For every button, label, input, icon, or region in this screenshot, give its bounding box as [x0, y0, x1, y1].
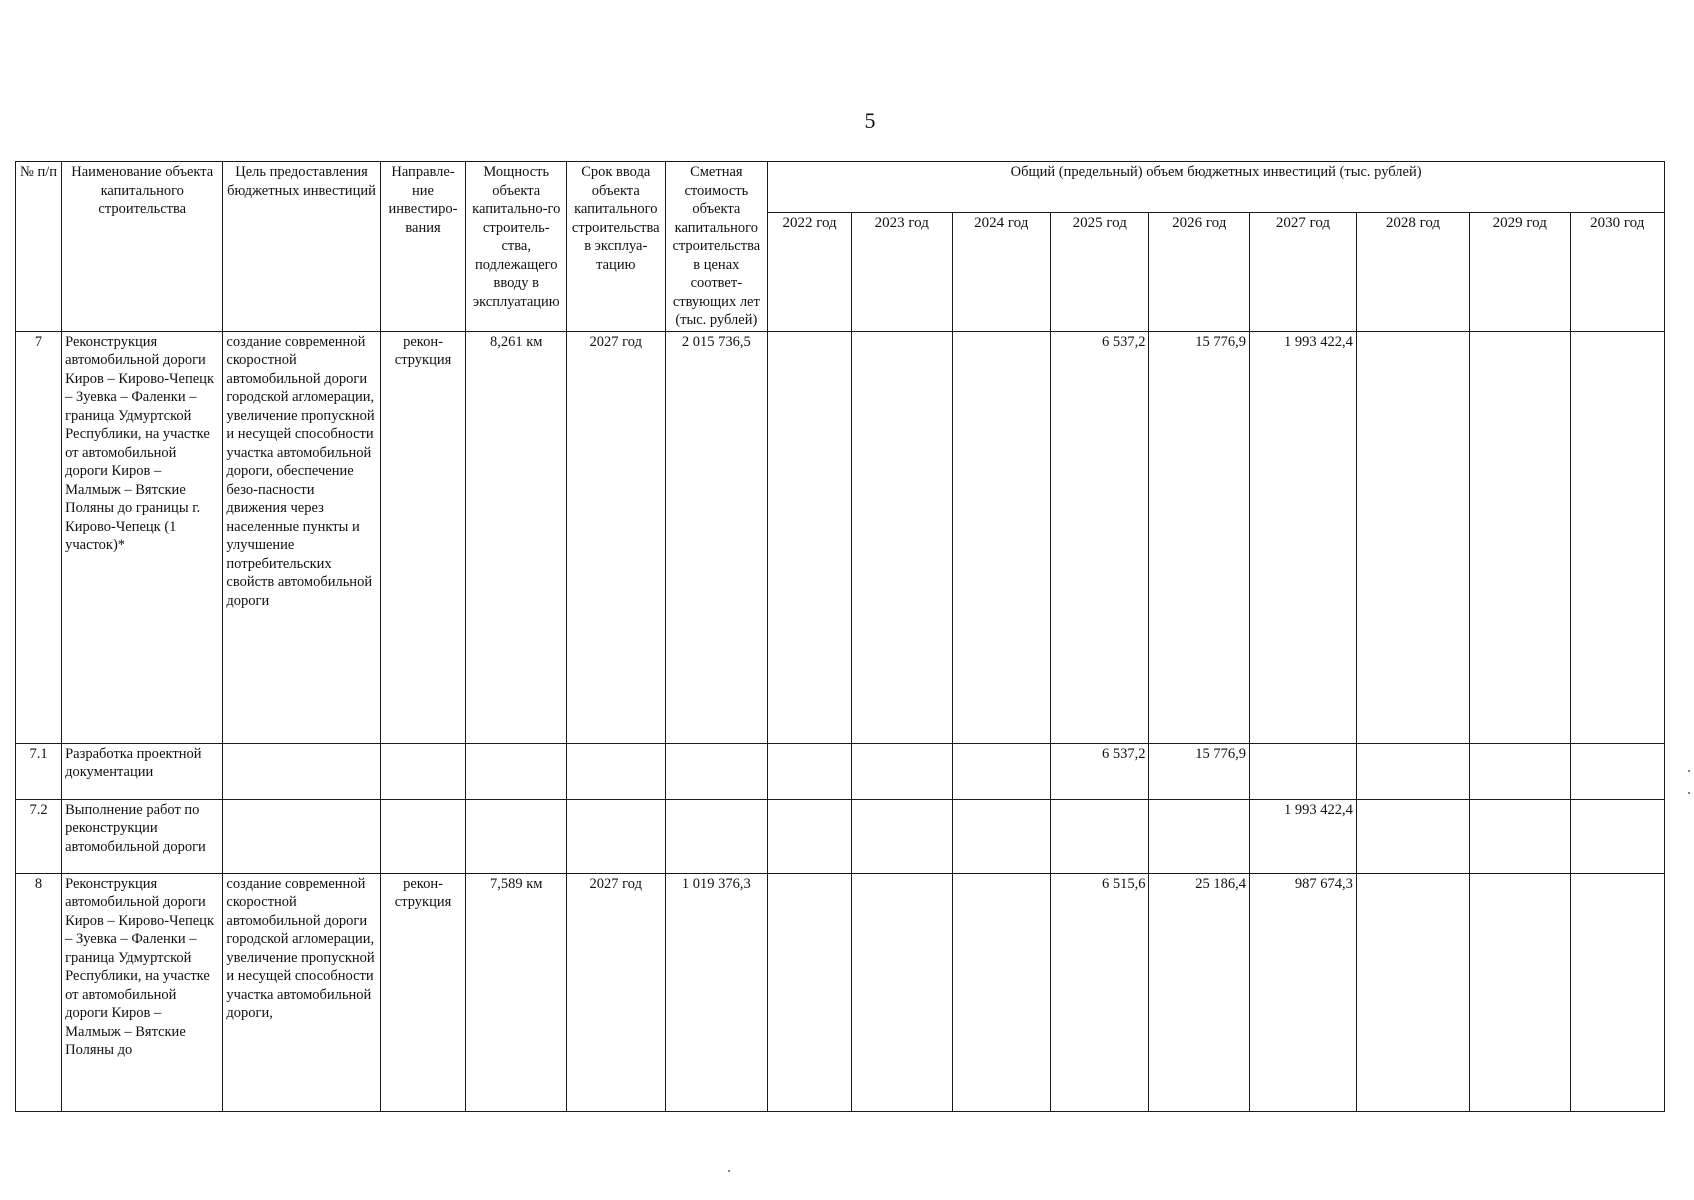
year-header: 2028 год: [1356, 213, 1469, 331]
cell-year: [952, 799, 1050, 873]
table-row: [16, 799, 1665, 873]
cell-num: 7.2: [16, 799, 62, 873]
cell-year: [1356, 331, 1469, 743]
cell-year: 15 776,9: [1149, 331, 1250, 743]
cell-year: [1470, 743, 1571, 799]
cell-year: [1356, 799, 1469, 873]
cell-year: [952, 873, 1050, 1111]
cell-capacity: 7,589 км: [466, 873, 567, 1111]
cell-year: [1356, 873, 1469, 1111]
cell-direction: рекон-струкция: [380, 873, 466, 1111]
cell-name: Разработка проектной документации: [62, 743, 223, 799]
cell-term: [567, 799, 665, 873]
col-header-direction: Направле-ние инвестиро-вания: [380, 162, 466, 332]
cell-cost: 1 019 376,3: [665, 873, 768, 1111]
cell-term: 2027 год: [567, 331, 665, 743]
cell-capacity: [466, 743, 567, 799]
cell-term: [567, 743, 665, 799]
cell-year: [952, 331, 1050, 743]
cell-num: 8: [16, 873, 62, 1111]
cell-year: [1149, 799, 1250, 873]
table-row: [16, 873, 1665, 1111]
cell-direction: рекон-струкция: [380, 331, 466, 743]
cell-year: [851, 799, 952, 873]
cell-year: 1 993 422,4: [1250, 331, 1357, 743]
cell-cost: 2 015 736,5: [665, 331, 768, 743]
cell-year: [952, 743, 1050, 799]
cell-year: [768, 331, 852, 743]
year-header: 2027 год: [1250, 213, 1357, 331]
table-row: [16, 743, 1665, 799]
cell-capacity: [466, 799, 567, 873]
year-header: 2024 год: [952, 213, 1050, 331]
cell-year: 6 537,2: [1050, 743, 1148, 799]
cell-year: [1470, 799, 1571, 873]
cell-year: 15 776,9: [1149, 743, 1250, 799]
cell-year: 6 515,6: [1050, 873, 1148, 1111]
cell-year: [851, 331, 952, 743]
cell-year: [1356, 743, 1469, 799]
cell-year: [1250, 743, 1357, 799]
cell-name: Реконструкция автомобильной дороги Киров – Кирово-Чепецк – Зуевка – Фаленки – граница Удмуртской Республики, на участке от автомобильной дороги Киров – Малмыж – Вятские Поляны до: [62, 873, 223, 1111]
cell-goal: [223, 799, 380, 873]
cell-year: [1570, 873, 1664, 1111]
year-header: 2029 год: [1470, 213, 1571, 331]
cell-year: [1050, 799, 1148, 873]
col-header-total-investment: Общий (предельный) объем бюджетных инвестиций (тыс. рублей): [768, 162, 1665, 213]
year-header: 2025 год: [1050, 213, 1148, 331]
cell-year: [768, 873, 852, 1111]
cell-direction: [380, 743, 466, 799]
scan-speck: [1688, 770, 1690, 772]
cell-year: 6 537,2: [1050, 331, 1148, 743]
year-header: 2022 год: [768, 213, 852, 331]
header-row-top: [16, 162, 1665, 213]
cell-year: 25 186,4: [1149, 873, 1250, 1111]
cell-goal: создание современной скоростной автомобильной дороги городской агломерации, увеличение пропускной и несущей способности участка автомобильной дороги,: [223, 873, 380, 1111]
col-header-cost: Сметная стоимость объекта капитального строительства в ценах соответ-ствующих лет (тыс. рублей): [665, 162, 768, 332]
cell-year: [1470, 331, 1571, 743]
cell-year: [1570, 743, 1664, 799]
cell-term: 2027 год: [567, 873, 665, 1111]
cell-goal: создание современной скоростной автомобильной дороги городской агломерации, увеличение пропускной и несущей способности участка автомобильной дороги, обеспечение безо-пасности движения через населенные пункты и улучшение потребительских свойств автомобильной дороги: [223, 331, 380, 743]
cell-year: [1570, 331, 1664, 743]
cell-num: 7.1: [16, 743, 62, 799]
budget-investment-table: [15, 161, 1665, 1112]
cell-direction: [380, 799, 466, 873]
year-header: 2026 год: [1149, 213, 1250, 331]
table-row: [16, 331, 1665, 743]
cell-year: [851, 873, 952, 1111]
cell-name: Реконструкция автомобильной дороги Киров – Кирово-Чепецк – Зуевка – Фаленки – граница Удмуртской Республики, на участке от автомобильной дороги Киров – Малмыж – Вятские Поляны до границы г. Кирово-Чепецк (1 участок)*: [62, 331, 223, 743]
cell-year: 1 993 422,4: [1250, 799, 1357, 873]
cell-cost: [665, 743, 768, 799]
col-header-num: № п/п: [16, 162, 62, 332]
cell-year: [768, 743, 852, 799]
cell-capacity: 8,261 км: [466, 331, 567, 743]
scan-speck: [728, 1170, 730, 1172]
scan-speck: [1688, 792, 1690, 794]
cell-goal: [223, 743, 380, 799]
col-header-goal: Цель предоставления бюджетных инвестиций: [223, 162, 380, 332]
year-header: 2023 год: [851, 213, 952, 331]
cell-year: [1570, 799, 1664, 873]
cell-year: [1470, 873, 1571, 1111]
cell-year: 987 674,3: [1250, 873, 1357, 1111]
col-header-term: Срок ввода объекта капитального строительства в эксплуа-тацию: [567, 162, 665, 332]
col-header-capacity: Мощность объекта капитально-го строитель-ства, подлежащего вводу в эксплуатацию: [466, 162, 567, 332]
cell-name: Выполнение работ по реконструкции автомобильной дороги: [62, 799, 223, 873]
year-header: 2030 год: [1570, 213, 1664, 331]
col-header-name: Наименование объекта капитального строительства: [62, 162, 223, 332]
cell-num: 7: [16, 331, 62, 743]
cell-cost: [665, 799, 768, 873]
cell-year: [851, 743, 952, 799]
cell-year: [768, 799, 852, 873]
page-number: 5: [864, 108, 876, 133]
